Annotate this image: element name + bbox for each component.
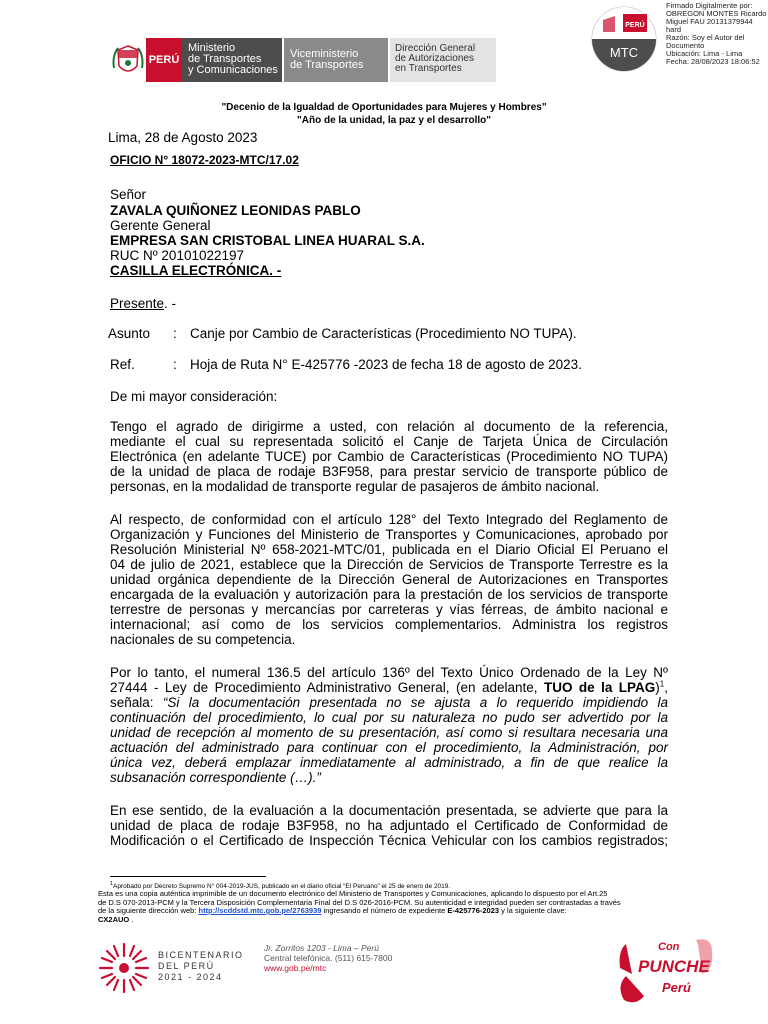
ministry-block [182,38,282,82]
address-line: Jr. Zorritos 1203 - Lima – Perú [264,943,379,953]
punche-con: Con [658,941,680,953]
digital-signature-info [666,2,766,66]
mtc-signature-seal-icon [591,6,657,72]
paragraph-line: Electrónica (en adelante TUCE) por Cambio de Características (Procedimiento NO TUPA) [110,449,668,464]
ref-label: Ref. [110,357,135,372]
bicentenario-logo-icon [96,940,152,996]
punche-word: PUNCHE [638,957,710,976]
paragraph-2 [110,512,668,647]
footnote-ref: 1 [659,679,665,689]
viceministry-block [284,38,388,82]
asunto-text: Canje por Cambio de Características (Procedimiento NO TUPA). [190,326,577,341]
direction-line-2: de Autorizaciones [395,53,474,64]
paragraph-line: Por lo tanto, el numeral 136.5 del artículo 136º del Texto Único Ordenado de la Ley Nº [110,665,668,680]
recipient-name: ZAVALA QUIÑONEZ LEONIDAS PABLO [110,203,361,218]
presente-word: Presente [110,296,165,311]
oficio-number: OFICIO N° 18072-2023-MTC/17.02 [110,153,299,167]
paragraph-line: Resolución Ministerial Nº 658-2021-MTC/01, publicada en el Diario Oficial El Peruano el [110,542,668,557]
p3-text: señala: [110,695,163,710]
tuo-lpag-term: TUO de la LPAG [543,680,656,695]
paragraph-line: Modificación o el Certificado de Inspección Técnica Vehicular con los cambios registrados; [110,833,668,848]
ministry-line-2: de Transportes [188,53,262,65]
verification-line: Esta es una copia auténtica imprimible de un documento electrónico del Ministerio de Transportes y Comunicaciones, aplicando lo dispuesto por el Art.25 [98,889,608,898]
con-punche-peru-logo-icon [614,930,718,1006]
ministry-line-3: y Comunicaciones [188,64,278,76]
paragraph-line: encargada de la evaluación y autorización para la prestación de los servicios de transporte [110,587,668,602]
direction-line-1: Dirección General [395,43,476,54]
paragraph-line [110,695,668,710]
decenio-line: "Decenio de la Igualdad de Oportunidades para Mujeres y Hombres" [221,102,547,113]
year-motto-line: "Año de la unidad, la paz y el desarrollo" [297,115,491,126]
paragraph-line: unidad de placa de rodaje B3F958, no ha adjuntado el Certificado de Conformidad de [110,818,668,833]
paragraph-line [110,680,668,695]
paragraph-4 [110,803,668,848]
peru-brand-block [146,38,182,82]
paragraph-line: mediante el cual su representada solicitó el Canje de Tarjeta Única de Circulación [110,434,668,449]
paragraph-line: personas, en la modalidad de transporte regular de pasajeros de ámbito nacional. [110,479,600,494]
quote-line: unidad de recepción al momento de su presentación, así como si resultara necesaria una [110,725,668,740]
vice-line-1: Viceministerio [290,48,359,60]
p3-text: , [664,680,668,695]
signature-line: Razón: Soy el Autor del [666,33,745,42]
verification-key: CX2AUO [98,914,130,924]
paragraph-line: internacional; así como de los servicios complementarios. Administra los registros [110,617,668,632]
verification-line [98,916,676,925]
footnote-num: 1 [110,881,114,887]
presente-line [110,296,176,311]
recipient-ruc: RUC Nº 20101022197 [110,248,245,263]
quote-text: “Si la documentación presentada no se ajusta a lo requerido impidiendo la [162,695,668,710]
paragraph-1 [110,419,668,494]
letter-date: Lima, 28 de Agosto 2023 [108,130,258,145]
peru-label: PERÚ [148,54,180,66]
bicentenario-text [158,950,244,983]
asunto-label: Asunto [108,326,151,341]
signature-line: OBREGON MONTES Ricardo [666,9,767,18]
paragraph-line: Organización y Funciones del Ministerio de Transportes y Comunicaciones, aprobado por [110,527,668,542]
vice-line-2: de Transportes [290,59,364,71]
verification-text: y la siguiente clave: [499,906,567,915]
punche-peru: Perú [662,980,691,995]
verification-line: de D.S 070-2013-PCM y la Tercera Disposición Complementaria Final del D.S 026-2016-PCM. Su autenticidad e integridad pueden ser contrastadas a través [98,897,621,907]
seal-mtc-text: MTC [609,45,639,60]
greeting: De mi mayor consideración: [110,389,278,404]
p3-text: ) [655,680,660,695]
recipient-company: EMPRESA SAN CRISTOBAL LINEA HUARAL S.A. [110,233,425,248]
direction-line-3: en Transportes [395,63,462,74]
bicentenario-line: 2021 - 2024 [158,972,223,982]
verification-text: . [129,914,134,924]
footnote-rule [110,876,266,877]
signature-line: Documento [666,41,705,50]
p3-text: 27444 - Ley de Procedimiento Administrativo General, (en adelante, [110,680,544,695]
footer-address [264,943,392,973]
footnote-text: Aprobado por Decreto Supremo N° 004-2019-JUS, publicado en el diario oficial “El Peruano” el 25 de enero de 2019. [113,883,451,891]
direction-block [390,38,496,82]
paragraph-line: En ese sentido, de la evaluación a la documentación presentada, se advierte que para la [110,803,668,818]
paragraph-line: terrestre de personas y mercancías por carreteras y vías férreas, de ámbito nacional e [110,602,668,617]
verification-line [98,907,676,916]
signature-line: Firmado Digitalmente por: [666,1,753,10]
bicentenario-line: BICENTENARIO [158,950,244,960]
paragraph-line: Tengo el agrado de dirigirme a usted, con relación al documento de la referencia, [110,419,668,434]
electronic-mailbox: CASILLA ELECTRÓNICA. - [110,263,282,278]
paragraph-line: de la unidad de placa de rodaje B3F958, para prestar servicio de transporte público de [110,464,668,479]
quote-line: continuación del procedimiento, lo cual por su naturaleza no pudo ser advertido por la [110,710,668,725]
signature-line: Fecha: 28/08/2023 18:06:52 [666,57,760,66]
peru-coat-of-arms-icon [110,38,146,82]
ministry-line-1: Ministerio [188,42,236,54]
verification-notice [98,890,676,924]
quote-line: única vez, deberá emplazar inmediatamente al administrado, a fin de que realice la [110,755,668,770]
seal-peru-text: PERÚ [625,22,645,29]
verification-text: de la siguiente dirección web: [98,906,199,915]
phone-line: Central telefónica. (511) 615-7800 [264,953,393,963]
verification-link[interactable]: http://scddstd.mtc.gob.pe/2763939 [198,906,322,915]
ref-colon: : [173,357,177,372]
recipient-role: Gerente General [110,218,211,233]
bicentenario-line: DEL PERÚ [158,961,215,971]
signature-line: hard [666,25,682,34]
expediente-number: E-425776-2023 [447,906,500,915]
paragraph-3 [110,665,668,785]
paragraph-line: unidad orgánica dependiente de la Dirección General de Autorizaciones en Transportes [110,572,668,587]
paragraph-line: nacionales de su competencia. [110,632,296,647]
quote-line: subsanación correspondiente (…).” [110,770,321,785]
paragraph-line: 04 de julio de 2021, establece que la Dirección de Servicios de Transporte Terrestre es la [110,557,668,572]
presente-suffix: . - [164,296,177,311]
quote-line: actuación del administrado para continuar con el procedimiento, la Administración, por [110,740,668,755]
signature-line: Ubicación: Lima - Lima [666,49,743,58]
asunto-colon: : [173,326,177,341]
signature-line: Miguel FAU 20131379944 [666,17,753,26]
verification-text: ingresando el número de expediente [321,906,448,915]
website-link[interactable]: www.gob.pe/mtc [264,963,327,973]
paragraph-line: Al respecto, de conformidad con el artículo 128° del Texto Integrado del Reglamento de [110,512,668,527]
ref-text: Hoja de Ruta N° E-425776 -2023 de fecha 18 de agosto de 2023. [190,357,582,372]
salutation: Señor [110,187,147,202]
